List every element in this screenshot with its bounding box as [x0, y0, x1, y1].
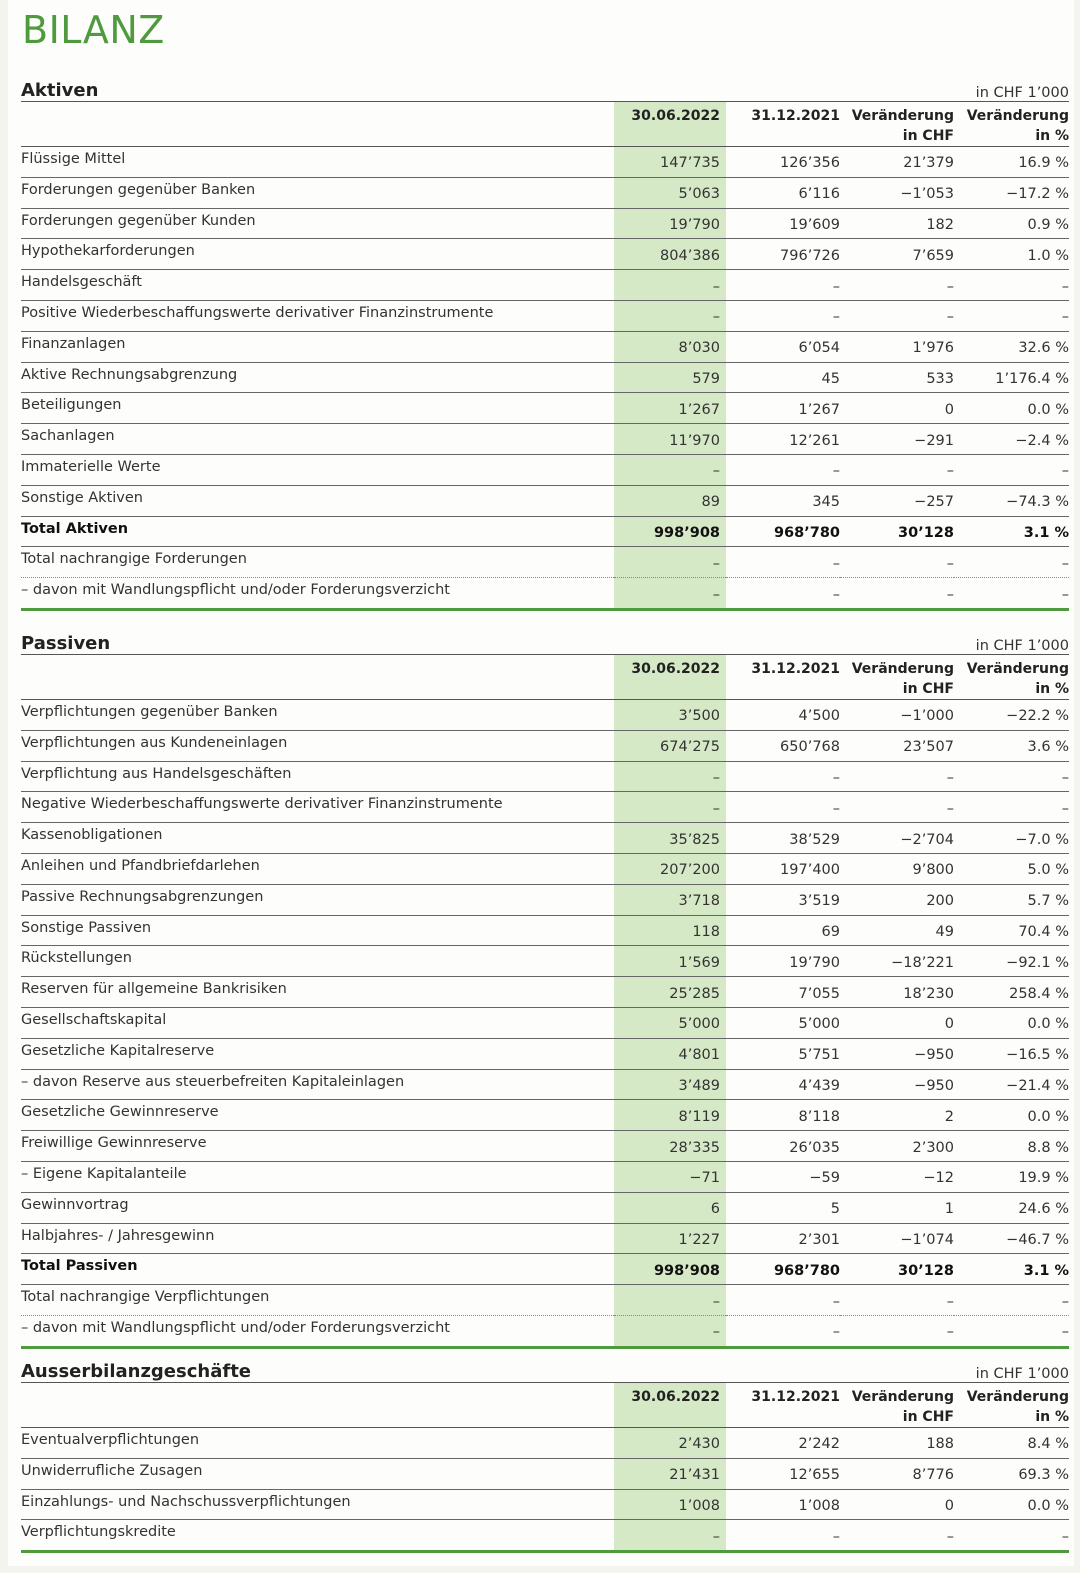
row-label: Unwiderrufliche Zusagen — [21, 1458, 614, 1489]
change-pct: −21.4 % — [954, 1069, 1069, 1100]
value-current: 4’801 — [614, 1038, 726, 1069]
change-chf: −1’053 — [840, 177, 954, 208]
table-row — [21, 270, 1069, 301]
table-row — [21, 1161, 1069, 1192]
value-previous: 8’118 — [726, 1100, 840, 1131]
table-row — [21, 208, 1069, 239]
table-row — [21, 485, 1069, 516]
change-pct: – — [954, 1520, 1069, 1552]
row-label: Positive Wiederbeschaffungswerte derivativer Finanzinstrumente — [21, 300, 614, 331]
row-label: Gesellschaftskapital — [21, 1007, 614, 1038]
change-chf: 7’659 — [840, 239, 954, 270]
row-label: Forderungen gegenüber Kunden — [21, 208, 614, 239]
change-chf: 49 — [840, 915, 954, 946]
change-chf: – — [840, 300, 954, 331]
section-title: Aktiven — [21, 80, 99, 101]
value-current: 1’008 — [614, 1489, 726, 1520]
row-label: Anleihen und Pfandbriefdarlehen — [21, 853, 614, 884]
row-label: Beteiligungen — [21, 393, 614, 424]
value-current: 998’908 — [614, 516, 726, 547]
change-pct: −22.2 % — [954, 700, 1069, 731]
section-title: Ausserbilanzgeschäfte — [21, 1361, 252, 1382]
change-chf: 2 — [840, 1100, 954, 1131]
table-row — [21, 1100, 1069, 1131]
change-chf: – — [840, 1315, 954, 1347]
unit-label: in CHF 1’000 — [975, 1366, 1069, 1382]
table-row — [21, 1520, 1069, 1552]
change-pct: – — [954, 578, 1069, 610]
change-chf: −12 — [840, 1161, 954, 1192]
section-aktiven — [21, 79, 1069, 611]
value-current: 118 — [614, 915, 726, 946]
value-previous: 45 — [726, 362, 840, 393]
row-label: Sonstige Aktiven — [21, 485, 614, 516]
value-current: 89 — [614, 485, 726, 516]
header-date-previous: 31.12.2021 — [726, 655, 840, 700]
change-chf: 200 — [840, 884, 954, 915]
row-label: Finanzanlagen — [21, 331, 614, 362]
section-header — [21, 1360, 1069, 1382]
table-row — [21, 761, 1069, 792]
value-previous: 19’790 — [726, 946, 840, 977]
row-label: Sachanlagen — [21, 424, 614, 455]
header-change-pct: Veränderung in % — [954, 1383, 1069, 1428]
change-pct: – — [954, 547, 1069, 578]
value-current: – — [614, 1285, 726, 1316]
change-pct: – — [954, 1285, 1069, 1316]
table-row — [21, 700, 1069, 731]
change-chf: −950 — [840, 1069, 954, 1100]
section-title: Passiven — [21, 633, 111, 654]
value-current: 3’718 — [614, 884, 726, 915]
table-row — [21, 977, 1069, 1008]
value-current: 28’335 — [614, 1131, 726, 1162]
change-chf: – — [840, 1285, 954, 1316]
header-date-current: 30.06.2022 — [614, 102, 726, 147]
value-current: 1’569 — [614, 946, 726, 977]
value-previous: 5’751 — [726, 1038, 840, 1069]
row-label: Einzahlungs- und Nachschussverpflichtungen — [21, 1489, 614, 1520]
change-pct: 258.4 % — [954, 977, 1069, 1008]
value-previous: 6’116 — [726, 177, 840, 208]
table-row — [21, 946, 1069, 977]
value-previous: 12’655 — [726, 1458, 840, 1489]
value-previous: 38’529 — [726, 823, 840, 854]
header-change-chf: Veränderung in CHF — [840, 1383, 954, 1428]
value-previous: 1’008 — [726, 1489, 840, 1520]
change-pct: −74.3 % — [954, 485, 1069, 516]
change-pct: 69.3 % — [954, 1458, 1069, 1489]
value-current: – — [614, 792, 726, 823]
header-change-pct: Veränderung in % — [954, 102, 1069, 147]
change-pct: −2.4 % — [954, 424, 1069, 455]
value-previous: – — [726, 1520, 840, 1552]
total-row — [21, 516, 1069, 547]
change-pct: – — [954, 454, 1069, 485]
value-previous: 26’035 — [726, 1131, 840, 1162]
value-previous: – — [726, 454, 840, 485]
value-previous: 2’301 — [726, 1223, 840, 1254]
row-label: Halbjahres- / Jahresgewinn — [21, 1223, 614, 1254]
table-row — [21, 1038, 1069, 1069]
value-current: – — [614, 761, 726, 792]
value-current: 3’489 — [614, 1069, 726, 1100]
table-row — [21, 792, 1069, 823]
change-pct: 8.4 % — [954, 1428, 1069, 1459]
change-chf: −18’221 — [840, 946, 954, 977]
value-current: – — [614, 454, 726, 485]
change-pct: 5.0 % — [954, 853, 1069, 884]
value-previous: 12’261 — [726, 424, 840, 455]
table-row — [21, 362, 1069, 393]
change-chf: 18’230 — [840, 977, 954, 1008]
change-pct: 16.9 % — [954, 147, 1069, 178]
value-current: 674’275 — [614, 730, 726, 761]
change-chf: 9’800 — [840, 853, 954, 884]
change-chf: −2’704 — [840, 823, 954, 854]
value-previous: 197’400 — [726, 853, 840, 884]
section-passiven — [21, 632, 1069, 1349]
value-current: 1’227 — [614, 1223, 726, 1254]
total-row — [21, 1254, 1069, 1285]
change-chf: 1’976 — [840, 331, 954, 362]
value-current: 8’119 — [614, 1100, 726, 1131]
change-chf: −257 — [840, 485, 954, 516]
value-previous: −59 — [726, 1161, 840, 1192]
table-row — [21, 300, 1069, 331]
change-pct: 3.6 % — [954, 730, 1069, 761]
value-previous: 3’519 — [726, 884, 840, 915]
header-row — [21, 1383, 1069, 1428]
report-page — [8, 0, 1074, 1566]
change-chf: – — [840, 270, 954, 301]
section-header — [21, 79, 1069, 101]
change-chf: 1 — [840, 1192, 954, 1223]
row-label: – davon mit Wandlungspflicht und/oder Forderungsverzicht — [21, 578, 614, 610]
table-row — [21, 424, 1069, 455]
row-label: Negative Wiederbeschaffungswerte derivativer Finanzinstrumente — [21, 792, 614, 823]
table-row — [21, 147, 1069, 178]
value-current: 207’200 — [614, 853, 726, 884]
value-current: – — [614, 270, 726, 301]
value-current: 35’825 — [614, 823, 726, 854]
balance-table — [21, 101, 1069, 611]
unit-label: in CHF 1’000 — [975, 85, 1069, 101]
row-label: Total Passiven — [21, 1254, 614, 1285]
change-pct: – — [954, 761, 1069, 792]
row-label: Reserven für allgemeine Bankrisiken — [21, 977, 614, 1008]
table-row — [21, 239, 1069, 270]
change-pct: 0.0 % — [954, 1489, 1069, 1520]
change-chf: 0 — [840, 1007, 954, 1038]
row-label: Handelsgeschäft — [21, 270, 614, 301]
value-current: 804’386 — [614, 239, 726, 270]
table-row — [21, 1315, 1069, 1347]
change-chf: 0 — [840, 393, 954, 424]
value-current: – — [614, 1520, 726, 1552]
change-pct: 24.6 % — [954, 1192, 1069, 1223]
change-pct: – — [954, 270, 1069, 301]
change-pct: −92.1 % — [954, 946, 1069, 977]
row-label: Gesetzliche Kapitalreserve — [21, 1038, 614, 1069]
row-label: Eventualverpflichtungen — [21, 1428, 614, 1459]
value-previous: 69 — [726, 915, 840, 946]
value-current: 11’970 — [614, 424, 726, 455]
change-pct: −17.2 % — [954, 177, 1069, 208]
change-chf: – — [840, 547, 954, 578]
change-pct: −46.7 % — [954, 1223, 1069, 1254]
change-pct: – — [954, 1315, 1069, 1347]
header-row — [21, 102, 1069, 147]
change-chf: −1’074 — [840, 1223, 954, 1254]
row-label: – davon mit Wandlungspflicht und/oder Forderungsverzicht — [21, 1315, 614, 1347]
value-previous: 126’356 — [726, 147, 840, 178]
value-previous: 968’780 — [726, 1254, 840, 1285]
value-previous: 5 — [726, 1192, 840, 1223]
change-pct: 3.1 % — [954, 1254, 1069, 1285]
row-label: Passive Rechnungsabgrenzungen — [21, 884, 614, 915]
value-previous: – — [726, 1285, 840, 1316]
value-current: 8’030 — [614, 331, 726, 362]
change-pct: 3.1 % — [954, 516, 1069, 547]
change-chf: 188 — [840, 1428, 954, 1459]
value-previous: – — [726, 300, 840, 331]
value-current: 3’500 — [614, 700, 726, 731]
section-ausserbilanz — [21, 1360, 1069, 1553]
change-chf: 30’128 — [840, 516, 954, 547]
value-current: 19’790 — [614, 208, 726, 239]
value-previous: 2’242 — [726, 1428, 840, 1459]
change-pct: 5.7 % — [954, 884, 1069, 915]
table-row — [21, 1069, 1069, 1100]
value-current: 2’430 — [614, 1428, 726, 1459]
change-chf: – — [840, 578, 954, 610]
row-label: Gewinnvortrag — [21, 1192, 614, 1223]
header-date-previous: 31.12.2021 — [726, 102, 840, 147]
value-previous: – — [726, 578, 840, 610]
value-previous: 796’726 — [726, 239, 840, 270]
table-row — [21, 884, 1069, 915]
table-row — [21, 177, 1069, 208]
row-label: Freiwillige Gewinnreserve — [21, 1131, 614, 1162]
change-chf: 0 — [840, 1489, 954, 1520]
table-row — [21, 578, 1069, 610]
change-pct: 8.8 % — [954, 1131, 1069, 1162]
change-pct: 70.4 % — [954, 915, 1069, 946]
change-chf: 8’776 — [840, 1458, 954, 1489]
change-chf: 21’379 — [840, 147, 954, 178]
value-previous: – — [726, 1315, 840, 1347]
table-row — [21, 1131, 1069, 1162]
table-row — [21, 1489, 1069, 1520]
value-previous: 4’500 — [726, 700, 840, 731]
row-label: Forderungen gegenüber Banken — [21, 177, 614, 208]
header-change-pct: Veränderung in % — [954, 655, 1069, 700]
row-label: – davon Reserve aus steuerbefreiten Kapitaleinlagen — [21, 1069, 614, 1100]
value-previous: 7’055 — [726, 977, 840, 1008]
row-label: Verpflichtungen gegenüber Banken — [21, 700, 614, 731]
value-current: 579 — [614, 362, 726, 393]
change-pct: 19.9 % — [954, 1161, 1069, 1192]
change-pct: 0.0 % — [954, 1007, 1069, 1038]
balance-table — [21, 1382, 1069, 1553]
row-label: – Eigene Kapitalanteile — [21, 1161, 614, 1192]
section-header — [21, 632, 1069, 654]
unit-label: in CHF 1’000 — [975, 638, 1069, 654]
change-chf: 182 — [840, 208, 954, 239]
row-label: Kassenobligationen — [21, 823, 614, 854]
header-row — [21, 655, 1069, 700]
table-row — [21, 915, 1069, 946]
value-previous: – — [726, 761, 840, 792]
change-chf: −291 — [840, 424, 954, 455]
row-label: Sonstige Passiven — [21, 915, 614, 946]
change-pct: 0.9 % — [954, 208, 1069, 239]
value-current: 1’267 — [614, 393, 726, 424]
value-previous: 19’609 — [726, 208, 840, 239]
table-row — [21, 1007, 1069, 1038]
header-date-current: 30.06.2022 — [614, 655, 726, 700]
value-current: – — [614, 1315, 726, 1347]
header-change-chf: Veränderung in CHF — [840, 102, 954, 147]
change-pct: 0.0 % — [954, 393, 1069, 424]
change-pct: 1.0 % — [954, 239, 1069, 270]
table-row — [21, 1223, 1069, 1254]
change-pct: 32.6 % — [954, 331, 1069, 362]
table-row — [21, 454, 1069, 485]
value-previous: 1’267 — [726, 393, 840, 424]
row-label: Verpflichtung aus Handelsgeschäften — [21, 761, 614, 792]
change-pct: −7.0 % — [954, 823, 1069, 854]
value-current: 6 — [614, 1192, 726, 1223]
value-previous: – — [726, 792, 840, 823]
table-row — [21, 1428, 1069, 1459]
value-current: – — [614, 578, 726, 610]
table-row — [21, 1285, 1069, 1316]
row-label: Total Aktiven — [21, 516, 614, 547]
row-label: Gesetzliche Gewinnreserve — [21, 1100, 614, 1131]
value-current: 998’908 — [614, 1254, 726, 1285]
table-row — [21, 547, 1069, 578]
row-label: Immaterielle Werte — [21, 454, 614, 485]
value-current: 21’431 — [614, 1458, 726, 1489]
change-chf: – — [840, 761, 954, 792]
value-previous: – — [726, 547, 840, 578]
header-label-cell — [21, 1383, 614, 1428]
change-chf: 30’128 — [840, 1254, 954, 1285]
table-row — [21, 730, 1069, 761]
row-label: Flüssige Mittel — [21, 147, 614, 178]
row-label: Total nachrangige Verpflichtungen — [21, 1285, 614, 1316]
change-pct: 0.0 % — [954, 1100, 1069, 1131]
header-label-cell — [21, 655, 614, 700]
header-label-cell — [21, 102, 614, 147]
value-previous: – — [726, 270, 840, 301]
value-current: – — [614, 547, 726, 578]
table-row — [21, 1458, 1069, 1489]
value-previous: 650’768 — [726, 730, 840, 761]
value-current: 5’000 — [614, 1007, 726, 1038]
value-previous: 5’000 — [726, 1007, 840, 1038]
change-chf: 23’507 — [840, 730, 954, 761]
header-change-chf: Veränderung in CHF — [840, 655, 954, 700]
change-chf: – — [840, 792, 954, 823]
page-title: BILANZ — [22, 8, 165, 52]
change-chf: – — [840, 1520, 954, 1552]
change-chf: 533 — [840, 362, 954, 393]
row-label: Total nachrangige Forderungen — [21, 547, 614, 578]
value-current: −71 — [614, 1161, 726, 1192]
value-previous: 4’439 — [726, 1069, 840, 1100]
value-previous: 345 — [726, 485, 840, 516]
table-row — [21, 331, 1069, 362]
change-pct: – — [954, 792, 1069, 823]
table-row — [21, 823, 1069, 854]
header-date-current: 30.06.2022 — [614, 1383, 726, 1428]
change-chf: 2’300 — [840, 1131, 954, 1162]
change-chf: −950 — [840, 1038, 954, 1069]
row-label: Hypothekarforderungen — [21, 239, 614, 270]
table-row — [21, 853, 1069, 884]
row-label: Verpflichtungen aus Kundeneinlagen — [21, 730, 614, 761]
change-pct: −16.5 % — [954, 1038, 1069, 1069]
change-pct: 1’176.4 % — [954, 362, 1069, 393]
value-current: – — [614, 300, 726, 331]
row-label: Verpflichtungskredite — [21, 1520, 614, 1552]
balance-table — [21, 654, 1069, 1349]
value-current: 5’063 — [614, 177, 726, 208]
row-label: Aktive Rechnungsabgrenzung — [21, 362, 614, 393]
value-current: 147’735 — [614, 147, 726, 178]
value-previous: 6’054 — [726, 331, 840, 362]
table-row — [21, 393, 1069, 424]
change-chf: −1’000 — [840, 700, 954, 731]
change-chf: – — [840, 454, 954, 485]
header-date-previous: 31.12.2021 — [726, 1383, 840, 1428]
value-previous: 968’780 — [726, 516, 840, 547]
value-current: 25’285 — [614, 977, 726, 1008]
table-row — [21, 1192, 1069, 1223]
row-label: Rückstellungen — [21, 946, 614, 977]
change-pct: – — [954, 300, 1069, 331]
